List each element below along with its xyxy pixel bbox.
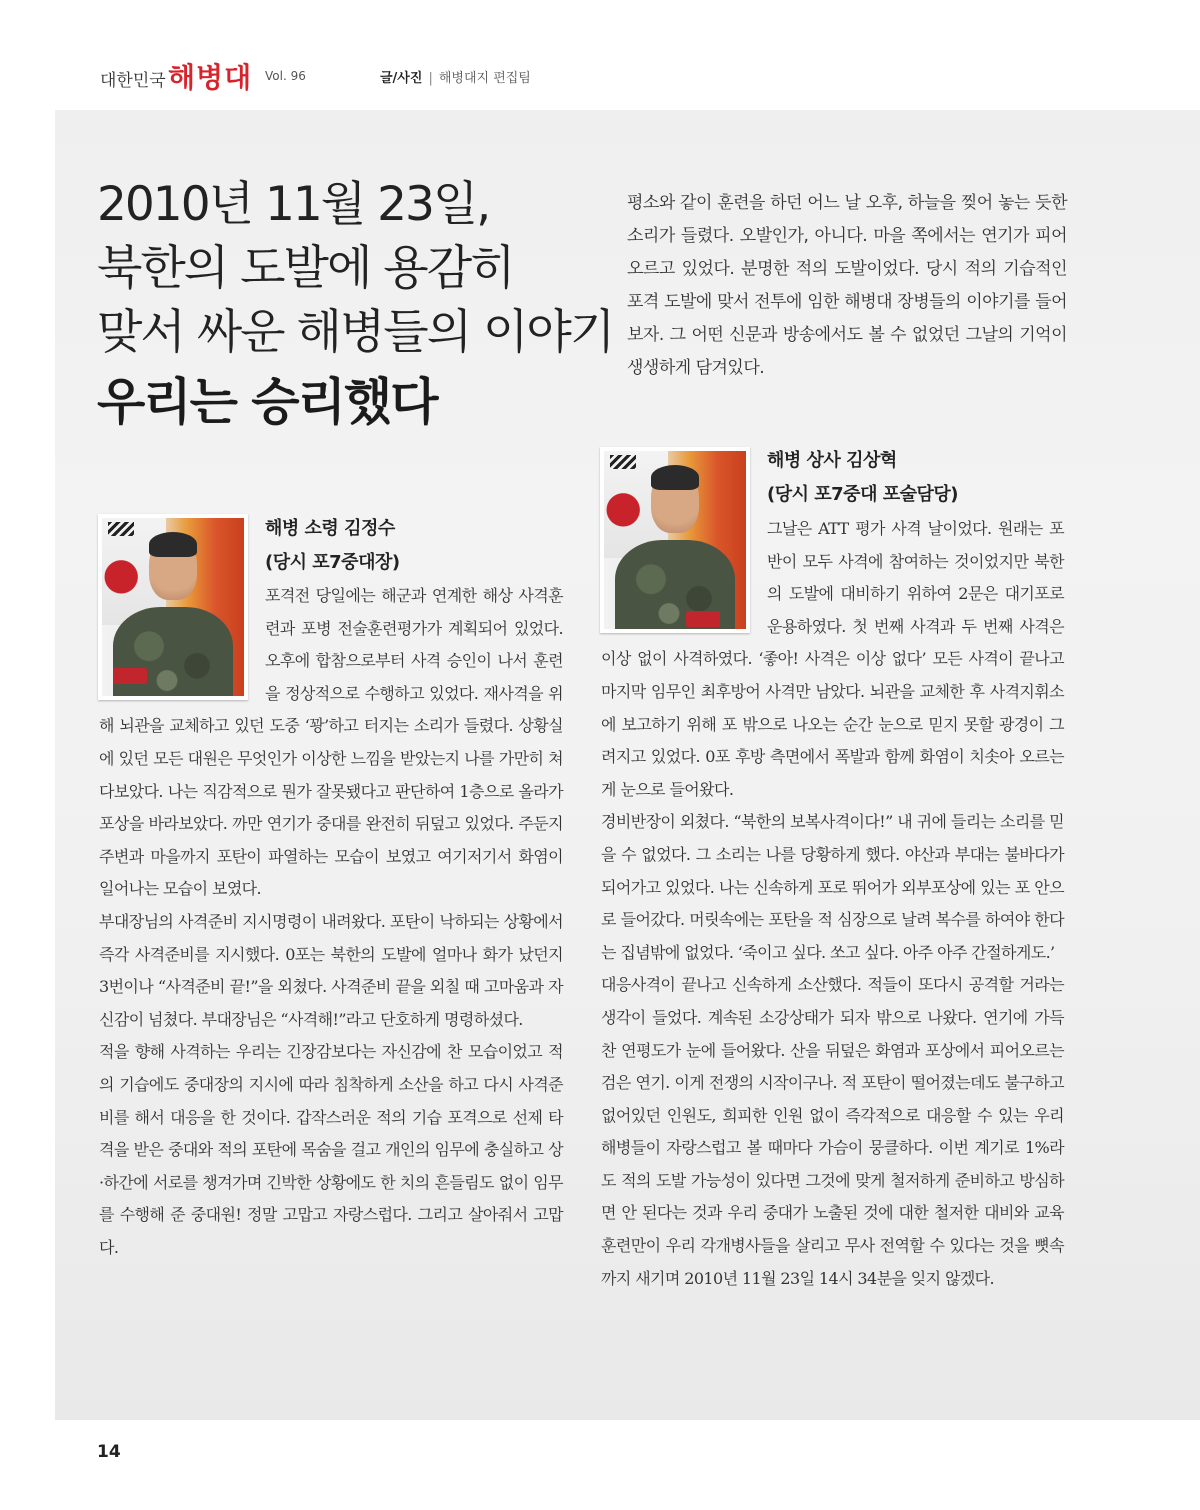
page-number: 14	[97, 1442, 121, 1462]
photo-wrap-space	[99, 580, 265, 710]
story-paragraph: 대응사격이 끝나고 신속하게 소산했다. 적들이 또다시 공격할 거라는 생각이 들었다. 계속된 소강상태가 되자 밖으로 나왔다. 연기에 가득 찬 연평도가 눈에 들어왔다. 산을 뒤덮은 화염과 포상에서 피어오르는 검은 연기. 이게 전쟁의 시작이구나. 적 포탄이 떨어졌는데도 불구하고 없어있던 인원도, 희피한 인원 없이 즉각적으로 대응할 수 있는 우리 해병들이 자랑스럽고 볼 때마다 가슴이 뭉클하다. 이번 계기로 1%라도 적의 도발 가능성이 있다면 그것에 맞게 철저하게 준비하고 방심하면 안 된다는 것과 우리 중대가 노출된 것에 대한 철저한 대비와 교육훈련만이 우리 각개병사들을 살리고 무사 전역할 수 있다는 것을 뼛속까지 새기며 2010년 11월 23일 14시 34분을 잊지 않겠다.	[601, 975, 1064, 1288]
photo-wrap-space	[601, 513, 767, 643]
person-2-name: 해병 상사 김상혁	[767, 450, 897, 471]
title-line-1: 2010년 11월 23일,	[97, 177, 490, 232]
volume-label: Vol. 96	[265, 69, 306, 83]
person-1-name: 해병 소령 김정수	[265, 518, 395, 539]
hair-graphic	[651, 465, 699, 490]
story-paragraph: 그날은 ATT 평가 사격 날이었다. 원래는 포반이 모두 사격에 참여하는 것이었지만 북한의 도발에 대비하기 위하여 2문은 대기포로 운용하였다. 첫 번째 사격과 두 번째 사격은 이상 없이 사격하였다. ‘좋아! 사격은 이상 없다’ 모든 사격이 끝나고 마지막 임무인 최후방어 사격만 남았다. 뇌관을 교체한 후 사격지휘소에 보고하기 위해 포 밖으로 나오는 순간 눈으로 믿지 못할 광경이 그려지고 있었다. 0포 후방 측면에서 폭발과 함께 화염이 치솟아 오르는 게 눈으로 들어왔다.	[601, 519, 1064, 799]
credit-value: 해병대지 편집팀	[438, 71, 531, 86]
title-line-2: 북한의 도발에 용감히	[97, 241, 514, 296]
credit-label: 글/사진	[380, 71, 423, 86]
magazine-logo: 해병대	[168, 61, 253, 94]
magazine-prefix: 대한민국	[100, 71, 166, 91]
headline: 우리는 승리했다	[97, 373, 437, 431]
intro-paragraph: 평소와 같이 훈련을 하던 어느 날 오후, 하늘을 찢어 놓는 듯한 소리가 들렸다. 오발인가, 아니다. 마을 쪽에서는 연기가 피어오르고 있었다. 분명한 적의 도발이었다. 당시 적의 기습적인 포격 도발에 맞서 전투에 임한 해병대 장병들의 이야기를 들어보자. 그 어떤 신문과 방송에서도 볼 수 없었던 그날의 기억이 생생하게 담겨있다.	[627, 193, 1067, 378]
hair-graphic	[149, 532, 197, 557]
page-header	[100, 58, 1100, 94]
person-2-story	[601, 513, 1064, 1295]
title-line-3: 맞서 싸운 해병들의 이야기	[97, 305, 614, 360]
person-1-role: (당시 포7중대장)	[265, 552, 400, 573]
article-title	[97, 173, 617, 437]
credit-line	[380, 67, 531, 86]
credit-separator: |	[428, 71, 433, 86]
person-1-story	[99, 580, 563, 1264]
story-paragraph: 경비반장이 외쳤다. “북한의 보복사격이다!” 내 귀에 들리는 소리를 믿을 수 없었다. 그 소리는 나를 당황하게 했다. 야산과 부대는 불바다가 되어가고 있었다. 나는 신속하게 포로 뛰어가 외부포상에 있는 포 안으로 들어갔다. 머릿속에는 포탄을 적 심장으로 날려 복수를 하여야 한다는 집념밖에 없었다. ‘죽이고 싶다. 쏘고 싶다. 아주 아주 간절하게도.’	[601, 812, 1064, 962]
story-paragraph: 적을 향해 사격하는 우리는 긴장감보다는 자신감에 찬 모습이었고 적의 기습에도 중대장의 지시에 따라 침착하게 소산을 하고 다시 사격준비를 해서 대응을 한 것이다. 갑작스러운 적의 기습 포격으로 선제 타격을 받은 중대와 적의 포탄에 목숨을 걸고 개인의 임무에 충실하고 상·하간에 서로를 챙겨가며 긴박한 상황에도 한 치의 흔들림도 없이 임무를 수행해 준 중대원! 정말 고맙고 자랑스럽다. 그리고 살아줘서 고맙다.	[99, 1042, 563, 1257]
story-paragraph: 포격전 당일에는 해군과 연계한 해상 사격훈련과 포병 전술훈련평가가 계획되어 있었다. 오후에 합참으로부터 사격 승인이 나서 훈련을 정상적으로 수행하고 있었다. 재사격을 위해 뇌관을 교체하고 있던 도중 ‘꽝’하고 터지는 소리가 들렸다. 상황실에 있던 모든 대원은 무엇인가 이상한 느낌을 받았는지 나를 가만히 쳐다보았다. 나는 직감적으로 뭔가 잘못됐다고 판단하여 1층으로 올라가 포상을 바라보았다. 까만 연기가 중대를 완전히 뒤덮고 있었다. 주둔지 주변과 마을까지 포탄이 파열하는 모습이 보였고 여기저기서 화염이 일어나는 모습이 보였다.	[99, 586, 563, 899]
person-2-role: (당시 포7중대 포술담당)	[767, 484, 959, 505]
story-paragraph: 부대장님의 사격준비 지시명령이 내려왔다. 포탄이 낙하되는 상황에서 즉각 사격준비를 지시했다. 0포는 북한의 도발에 얼마나 화가 났던지 3번이나 “사격준비 끝!”을 외쳤다. 사격준비 끝을 외칠 때 고마움과 자신감이 넘쳤다. 부대장님은 “사격해!”라고 단호하게 명령하셨다.	[99, 911, 563, 1029]
